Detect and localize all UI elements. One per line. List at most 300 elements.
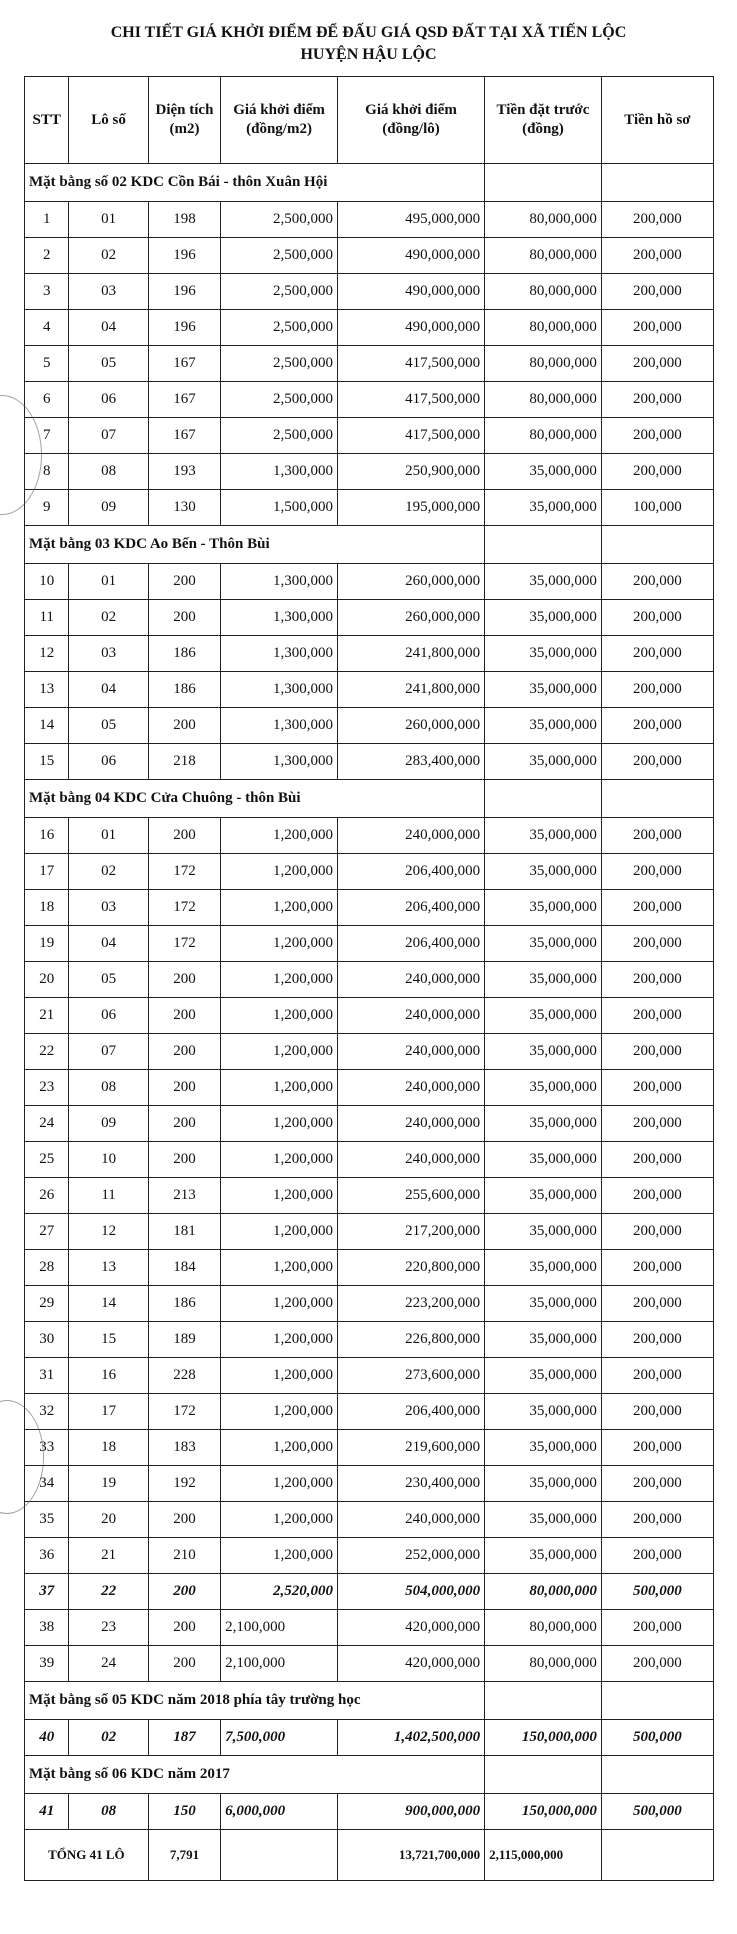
stt-cell: 10 bbox=[25, 564, 69, 600]
stt-cell: 9 bbox=[25, 490, 69, 526]
lot-cell: 03 bbox=[69, 890, 148, 926]
area-cell: 200 bbox=[148, 564, 220, 600]
price-lot-cell: 206,400,000 bbox=[337, 890, 484, 926]
fee-cell: 200,000 bbox=[601, 600, 713, 636]
total-price-m2-cell bbox=[221, 1830, 338, 1881]
stt-cell: 30 bbox=[25, 1322, 69, 1358]
lot-cell: 17 bbox=[69, 1394, 148, 1430]
table-row bbox=[25, 1430, 714, 1466]
fee-cell: 200,000 bbox=[601, 1214, 713, 1250]
price-lot-cell: 490,000,000 bbox=[337, 274, 484, 310]
section-header-row bbox=[25, 780, 714, 818]
deposit-cell: 80,000,000 bbox=[485, 346, 602, 382]
fee-cell: 200,000 bbox=[601, 1178, 713, 1214]
deposit-cell: 35,000,000 bbox=[485, 1430, 602, 1466]
header-price-lot: Giá khởi điểm (đồng/lô) bbox=[337, 77, 484, 164]
fee-cell: 200,000 bbox=[601, 744, 713, 780]
price-m2-cell: 1,200,000 bbox=[221, 890, 338, 926]
price-lot-cell: 240,000,000 bbox=[337, 998, 484, 1034]
price-lot-cell: 260,000,000 bbox=[337, 564, 484, 600]
price-m2-cell: 1,200,000 bbox=[221, 1538, 338, 1574]
stt-cell: 19 bbox=[25, 926, 69, 962]
table-row bbox=[25, 1466, 714, 1502]
fee-cell: 200,000 bbox=[601, 890, 713, 926]
empty-cell bbox=[601, 526, 713, 564]
fee-cell: 200,000 bbox=[601, 1466, 713, 1502]
fee-cell: 200,000 bbox=[601, 1034, 713, 1070]
price-m2-cell: 1,200,000 bbox=[221, 1214, 338, 1250]
price-m2-cell: 2,500,000 bbox=[221, 418, 338, 454]
table-row bbox=[25, 636, 714, 672]
deposit-cell: 35,000,000 bbox=[485, 926, 602, 962]
fee-cell: 200,000 bbox=[601, 1430, 713, 1466]
lot-cell: 16 bbox=[69, 1358, 148, 1394]
table-row bbox=[25, 1394, 714, 1430]
area-cell: 200 bbox=[148, 1574, 220, 1610]
lot-cell: 03 bbox=[69, 274, 148, 310]
area-cell: 200 bbox=[148, 962, 220, 998]
price-lot-cell: 273,600,000 bbox=[337, 1358, 484, 1394]
fee-cell: 200,000 bbox=[601, 854, 713, 890]
stt-cell: 34 bbox=[25, 1466, 69, 1502]
lot-cell: 09 bbox=[69, 1106, 148, 1142]
section-title: Mặt bằng số 05 KDC năm 2018 phía tây trường học bbox=[25, 1682, 485, 1720]
price-lot-cell: 220,800,000 bbox=[337, 1250, 484, 1286]
table-row bbox=[25, 1358, 714, 1394]
deposit-cell: 150,000,000 bbox=[485, 1720, 602, 1756]
price-lot-cell: 255,600,000 bbox=[337, 1178, 484, 1214]
area-cell: 198 bbox=[148, 202, 220, 238]
deposit-cell: 35,000,000 bbox=[485, 490, 602, 526]
price-m2-cell: 1,300,000 bbox=[221, 708, 338, 744]
stt-cell: 37 bbox=[25, 1574, 69, 1610]
price-lot-cell: 223,200,000 bbox=[337, 1286, 484, 1322]
area-cell: 200 bbox=[148, 1106, 220, 1142]
price-lot-cell: 240,000,000 bbox=[337, 818, 484, 854]
deposit-cell: 35,000,000 bbox=[485, 564, 602, 600]
header-price-m2: Giá khởi điểm (đồng/m2) bbox=[221, 77, 338, 164]
stt-cell: 33 bbox=[25, 1430, 69, 1466]
stt-cell: 15 bbox=[25, 744, 69, 780]
table-row bbox=[25, 1794, 714, 1830]
stt-cell: 27 bbox=[25, 1214, 69, 1250]
area-cell: 172 bbox=[148, 890, 220, 926]
table-row bbox=[25, 672, 714, 708]
price-lot-cell: 206,400,000 bbox=[337, 926, 484, 962]
lot-cell: 11 bbox=[69, 1178, 148, 1214]
area-cell: 193 bbox=[148, 454, 220, 490]
deposit-cell: 35,000,000 bbox=[485, 818, 602, 854]
area-cell: 196 bbox=[148, 310, 220, 346]
area-cell: 184 bbox=[148, 1250, 220, 1286]
table-row bbox=[25, 1502, 714, 1538]
table-row bbox=[25, 1106, 714, 1142]
lot-cell: 04 bbox=[69, 672, 148, 708]
table-row bbox=[25, 1286, 714, 1322]
table-row bbox=[25, 1178, 714, 1214]
empty-cell bbox=[485, 780, 602, 818]
price-m2-cell: 1,300,000 bbox=[221, 454, 338, 490]
deposit-cell: 80,000,000 bbox=[485, 274, 602, 310]
lot-cell: 06 bbox=[69, 744, 148, 780]
area-cell: 186 bbox=[148, 1286, 220, 1322]
price-lot-cell: 230,400,000 bbox=[337, 1466, 484, 1502]
lot-cell: 22 bbox=[69, 1574, 148, 1610]
stt-cell: 38 bbox=[25, 1610, 69, 1646]
price-m2-cell: 1,500,000 bbox=[221, 490, 338, 526]
table-row bbox=[25, 1646, 714, 1682]
price-lot-cell: 420,000,000 bbox=[337, 1610, 484, 1646]
price-m2-cell: 1,200,000 bbox=[221, 926, 338, 962]
lot-cell: 20 bbox=[69, 1502, 148, 1538]
lot-cell: 07 bbox=[69, 1034, 148, 1070]
price-lot-cell: 206,400,000 bbox=[337, 1394, 484, 1430]
table-row bbox=[25, 564, 714, 600]
table-row bbox=[25, 926, 714, 962]
price-m2-cell: 2,500,000 bbox=[221, 274, 338, 310]
lot-cell: 05 bbox=[69, 962, 148, 998]
price-m2-cell: 1,200,000 bbox=[221, 1358, 338, 1394]
fee-cell: 100,000 bbox=[601, 490, 713, 526]
lot-cell: 02 bbox=[69, 238, 148, 274]
deposit-cell: 35,000,000 bbox=[485, 1358, 602, 1394]
fee-cell: 200,000 bbox=[601, 962, 713, 998]
fee-cell: 500,000 bbox=[601, 1720, 713, 1756]
stt-cell: 6 bbox=[25, 382, 69, 418]
empty-cell bbox=[601, 1756, 713, 1794]
fee-cell: 200,000 bbox=[601, 672, 713, 708]
deposit-cell: 35,000,000 bbox=[485, 1250, 602, 1286]
price-m2-cell: 1,300,000 bbox=[221, 564, 338, 600]
price-lot-cell: 252,000,000 bbox=[337, 1538, 484, 1574]
area-cell: 130 bbox=[148, 490, 220, 526]
stt-cell: 22 bbox=[25, 1034, 69, 1070]
price-m2-cell: 7,500,000 bbox=[221, 1720, 338, 1756]
area-cell: 186 bbox=[148, 636, 220, 672]
table-row bbox=[25, 1720, 714, 1756]
deposit-cell: 35,000,000 bbox=[485, 1286, 602, 1322]
fee-cell: 200,000 bbox=[601, 310, 713, 346]
price-m2-cell: 1,200,000 bbox=[221, 854, 338, 890]
stt-cell: 5 bbox=[25, 346, 69, 382]
table-row bbox=[25, 346, 714, 382]
fee-cell: 200,000 bbox=[601, 238, 713, 274]
stt-cell: 26 bbox=[25, 1178, 69, 1214]
price-m2-cell: 1,200,000 bbox=[221, 962, 338, 998]
price-m2-cell: 2,100,000 bbox=[221, 1610, 338, 1646]
fee-cell: 200,000 bbox=[601, 1358, 713, 1394]
stt-cell: 29 bbox=[25, 1286, 69, 1322]
price-m2-cell: 1,200,000 bbox=[221, 1106, 338, 1142]
lot-cell: 02 bbox=[69, 854, 148, 890]
fee-cell: 500,000 bbox=[601, 1574, 713, 1610]
area-cell: 187 bbox=[148, 1720, 220, 1756]
price-m2-cell: 1,200,000 bbox=[221, 1286, 338, 1322]
stt-cell: 21 bbox=[25, 998, 69, 1034]
price-m2-cell: 1,200,000 bbox=[221, 1322, 338, 1358]
price-lot-cell: 240,000,000 bbox=[337, 1034, 484, 1070]
price-lot-cell: 260,000,000 bbox=[337, 600, 484, 636]
lot-cell: 08 bbox=[69, 454, 148, 490]
header-area: Diện tích (m2) bbox=[148, 77, 220, 164]
deposit-cell: 35,000,000 bbox=[485, 636, 602, 672]
lot-cell: 21 bbox=[69, 1538, 148, 1574]
lot-cell: 05 bbox=[69, 708, 148, 744]
table-row bbox=[25, 454, 714, 490]
fee-cell: 200,000 bbox=[601, 346, 713, 382]
deposit-cell: 80,000,000 bbox=[485, 1646, 602, 1682]
empty-cell bbox=[485, 1682, 602, 1720]
table-row bbox=[25, 1322, 714, 1358]
price-lot-cell: 490,000,000 bbox=[337, 238, 484, 274]
deposit-cell: 35,000,000 bbox=[485, 998, 602, 1034]
deposit-cell: 80,000,000 bbox=[485, 1574, 602, 1610]
price-lot-cell: 217,200,000 bbox=[337, 1214, 484, 1250]
table-row bbox=[25, 202, 714, 238]
price-lot-cell: 240,000,000 bbox=[337, 1070, 484, 1106]
fee-cell: 200,000 bbox=[601, 418, 713, 454]
area-cell: 172 bbox=[148, 926, 220, 962]
lot-cell: 10 bbox=[69, 1142, 148, 1178]
fee-cell: 200,000 bbox=[601, 1538, 713, 1574]
section-title: Mặt bằng số 06 KDC năm 2017 bbox=[25, 1756, 485, 1794]
price-lot-cell: 206,400,000 bbox=[337, 854, 484, 890]
price-lot-cell: 490,000,000 bbox=[337, 310, 484, 346]
fee-cell: 200,000 bbox=[601, 818, 713, 854]
fee-cell: 200,000 bbox=[601, 636, 713, 672]
lot-cell: 12 bbox=[69, 1214, 148, 1250]
area-cell: 200 bbox=[148, 818, 220, 854]
price-m2-cell: 1,300,000 bbox=[221, 600, 338, 636]
lot-cell: 23 bbox=[69, 1610, 148, 1646]
area-cell: 213 bbox=[148, 1178, 220, 1214]
section-title: Mặt bằng 03 KDC Ao Bến - Thôn Bùi bbox=[25, 526, 485, 564]
price-lot-cell: 417,500,000 bbox=[337, 418, 484, 454]
area-cell: 200 bbox=[148, 1034, 220, 1070]
price-lot-cell: 226,800,000 bbox=[337, 1322, 484, 1358]
price-lot-cell: 241,800,000 bbox=[337, 636, 484, 672]
stt-cell: 28 bbox=[25, 1250, 69, 1286]
header-stt: STT bbox=[25, 77, 69, 164]
section-title: Mặt bằng số 02 KDC Cồn Bái - thôn Xuân Hội bbox=[25, 164, 485, 202]
lot-cell: 02 bbox=[69, 1720, 148, 1756]
table-row bbox=[25, 490, 714, 526]
section-header-row bbox=[25, 164, 714, 202]
price-m2-cell: 1,300,000 bbox=[221, 744, 338, 780]
deposit-cell: 35,000,000 bbox=[485, 1070, 602, 1106]
area-cell: 192 bbox=[148, 1466, 220, 1502]
table-row bbox=[25, 744, 714, 780]
price-lot-cell: 283,400,000 bbox=[337, 744, 484, 780]
header-deposit: Tiền đặt trước (đồng) bbox=[485, 77, 602, 164]
deposit-cell: 35,000,000 bbox=[485, 600, 602, 636]
section-header-row bbox=[25, 1756, 714, 1794]
table-row bbox=[25, 238, 714, 274]
table-row bbox=[25, 708, 714, 744]
area-cell: 167 bbox=[148, 382, 220, 418]
area-cell: 150 bbox=[148, 1794, 220, 1830]
stt-cell: 25 bbox=[25, 1142, 69, 1178]
empty-cell bbox=[485, 526, 602, 564]
area-cell: 218 bbox=[148, 744, 220, 780]
fee-cell: 200,000 bbox=[601, 708, 713, 744]
section-header-row bbox=[25, 526, 714, 564]
price-lot-cell: 420,000,000 bbox=[337, 1646, 484, 1682]
lot-cell: 08 bbox=[69, 1070, 148, 1106]
deposit-cell: 80,000,000 bbox=[485, 418, 602, 454]
price-lot-cell: 1,402,500,000 bbox=[337, 1720, 484, 1756]
stt-cell: 40 bbox=[25, 1720, 69, 1756]
header-fee: Tiền hồ sơ bbox=[601, 77, 713, 164]
table-row bbox=[25, 1070, 714, 1106]
price-m2-cell: 2,100,000 bbox=[221, 1646, 338, 1682]
price-lot-cell: 219,600,000 bbox=[337, 1430, 484, 1466]
price-lot-cell: 240,000,000 bbox=[337, 1142, 484, 1178]
area-cell: 200 bbox=[148, 1142, 220, 1178]
area-cell: 200 bbox=[148, 1502, 220, 1538]
stt-cell: 23 bbox=[25, 1070, 69, 1106]
area-cell: 189 bbox=[148, 1322, 220, 1358]
stt-cell: 36 bbox=[25, 1538, 69, 1574]
table-row bbox=[25, 1142, 714, 1178]
area-cell: 200 bbox=[148, 1610, 220, 1646]
table-row bbox=[25, 418, 714, 454]
deposit-cell: 35,000,000 bbox=[485, 1502, 602, 1538]
header-lot: Lô số bbox=[69, 77, 148, 164]
lot-cell: 05 bbox=[69, 346, 148, 382]
price-m2-cell: 1,200,000 bbox=[221, 1466, 338, 1502]
fee-cell: 200,000 bbox=[601, 1322, 713, 1358]
price-lot-cell: 900,000,000 bbox=[337, 1794, 484, 1830]
table-row bbox=[25, 310, 714, 346]
stt-cell: 4 bbox=[25, 310, 69, 346]
price-lot-cell: 240,000,000 bbox=[337, 1502, 484, 1538]
stt-cell: 18 bbox=[25, 890, 69, 926]
stt-cell: 14 bbox=[25, 708, 69, 744]
table-row bbox=[25, 600, 714, 636]
document-title bbox=[0, 22, 737, 66]
lot-cell: 18 bbox=[69, 1430, 148, 1466]
price-m2-cell: 2,500,000 bbox=[221, 346, 338, 382]
table-row bbox=[25, 998, 714, 1034]
area-cell: 200 bbox=[148, 1646, 220, 1682]
stt-cell: 16 bbox=[25, 818, 69, 854]
price-lot-cell: 260,000,000 bbox=[337, 708, 484, 744]
lot-cell: 01 bbox=[69, 818, 148, 854]
price-lot-cell: 240,000,000 bbox=[337, 1106, 484, 1142]
total-area-cell: 7,791 bbox=[148, 1830, 220, 1881]
total-row bbox=[25, 1830, 714, 1881]
price-lot-cell: 495,000,000 bbox=[337, 202, 484, 238]
lot-cell: 04 bbox=[69, 310, 148, 346]
price-lot-cell: 504,000,000 bbox=[337, 1574, 484, 1610]
empty-cell bbox=[601, 164, 713, 202]
deposit-cell: 35,000,000 bbox=[485, 854, 602, 890]
price-m2-cell: 1,200,000 bbox=[221, 1250, 338, 1286]
fee-cell: 200,000 bbox=[601, 998, 713, 1034]
stt-cell: 7 bbox=[25, 418, 69, 454]
section-title: Mặt bằng 04 KDC Cửa Chuông - thôn Bùi bbox=[25, 780, 485, 818]
area-cell: 172 bbox=[148, 1394, 220, 1430]
table-row bbox=[25, 962, 714, 998]
price-m2-cell: 1,300,000 bbox=[221, 672, 338, 708]
stt-cell: 8 bbox=[25, 454, 69, 490]
price-m2-cell: 1,200,000 bbox=[221, 1070, 338, 1106]
price-lot-cell: 195,000,000 bbox=[337, 490, 484, 526]
fee-cell: 200,000 bbox=[601, 564, 713, 600]
price-m2-cell: 1,200,000 bbox=[221, 1394, 338, 1430]
area-cell: 172 bbox=[148, 854, 220, 890]
total-label: TỔNG 41 LÔ bbox=[25, 1830, 149, 1881]
price-m2-cell: 1,200,000 bbox=[221, 998, 338, 1034]
price-lot-cell: 241,800,000 bbox=[337, 672, 484, 708]
price-m2-cell: 2,500,000 bbox=[221, 382, 338, 418]
stt-cell: 12 bbox=[25, 636, 69, 672]
title-line-1: CHI TIẾT GIÁ KHỞI ĐIỂM ĐỂ ĐẤU GIÁ QSD ĐẤT TẠI XÃ TIẾN LỘC bbox=[110, 24, 627, 41]
fee-cell: 500,000 bbox=[601, 1794, 713, 1830]
table-body bbox=[25, 164, 714, 1881]
lot-cell: 01 bbox=[69, 202, 148, 238]
deposit-cell: 35,000,000 bbox=[485, 890, 602, 926]
table-row bbox=[25, 1574, 714, 1610]
stt-cell: 24 bbox=[25, 1106, 69, 1142]
area-cell: 167 bbox=[148, 418, 220, 454]
stt-cell: 31 bbox=[25, 1358, 69, 1394]
deposit-cell: 35,000,000 bbox=[485, 1214, 602, 1250]
lot-cell: 15 bbox=[69, 1322, 148, 1358]
deposit-cell: 35,000,000 bbox=[485, 1394, 602, 1430]
price-m2-cell: 2,500,000 bbox=[221, 238, 338, 274]
table-row bbox=[25, 382, 714, 418]
stt-cell: 41 bbox=[25, 1794, 69, 1830]
title-line-2: HUYỆN HẬU LỘC bbox=[300, 46, 437, 63]
deposit-cell: 150,000,000 bbox=[485, 1794, 602, 1830]
deposit-cell: 35,000,000 bbox=[485, 1106, 602, 1142]
lot-cell: 02 bbox=[69, 600, 148, 636]
area-cell: 196 bbox=[148, 274, 220, 310]
table-row bbox=[25, 890, 714, 926]
deposit-cell: 80,000,000 bbox=[485, 238, 602, 274]
section-header-row bbox=[25, 1682, 714, 1720]
area-cell: 200 bbox=[148, 1070, 220, 1106]
stt-cell: 3 bbox=[25, 274, 69, 310]
deposit-cell: 35,000,000 bbox=[485, 708, 602, 744]
lot-cell: 24 bbox=[69, 1646, 148, 1682]
lot-cell: 04 bbox=[69, 926, 148, 962]
deposit-cell: 35,000,000 bbox=[485, 1466, 602, 1502]
lot-cell: 09 bbox=[69, 490, 148, 526]
lot-cell: 03 bbox=[69, 636, 148, 672]
deposit-cell: 35,000,000 bbox=[485, 962, 602, 998]
fee-cell: 200,000 bbox=[601, 1106, 713, 1142]
price-m2-cell: 2,500,000 bbox=[221, 202, 338, 238]
price-m2-cell: 2,500,000 bbox=[221, 310, 338, 346]
lot-cell: 06 bbox=[69, 998, 148, 1034]
lot-cell: 06 bbox=[69, 382, 148, 418]
deposit-cell: 35,000,000 bbox=[485, 1142, 602, 1178]
area-cell: 200 bbox=[148, 600, 220, 636]
price-lot-cell: 250,900,000 bbox=[337, 454, 484, 490]
area-cell: 183 bbox=[148, 1430, 220, 1466]
deposit-cell: 80,000,000 bbox=[485, 1610, 602, 1646]
price-m2-cell: 1,200,000 bbox=[221, 1430, 338, 1466]
header-row bbox=[25, 77, 714, 164]
table-row bbox=[25, 274, 714, 310]
price-m2-cell: 1,200,000 bbox=[221, 1034, 338, 1070]
fee-cell: 200,000 bbox=[601, 1250, 713, 1286]
price-m2-cell: 1,200,000 bbox=[221, 1502, 338, 1538]
area-cell: 181 bbox=[148, 1214, 220, 1250]
